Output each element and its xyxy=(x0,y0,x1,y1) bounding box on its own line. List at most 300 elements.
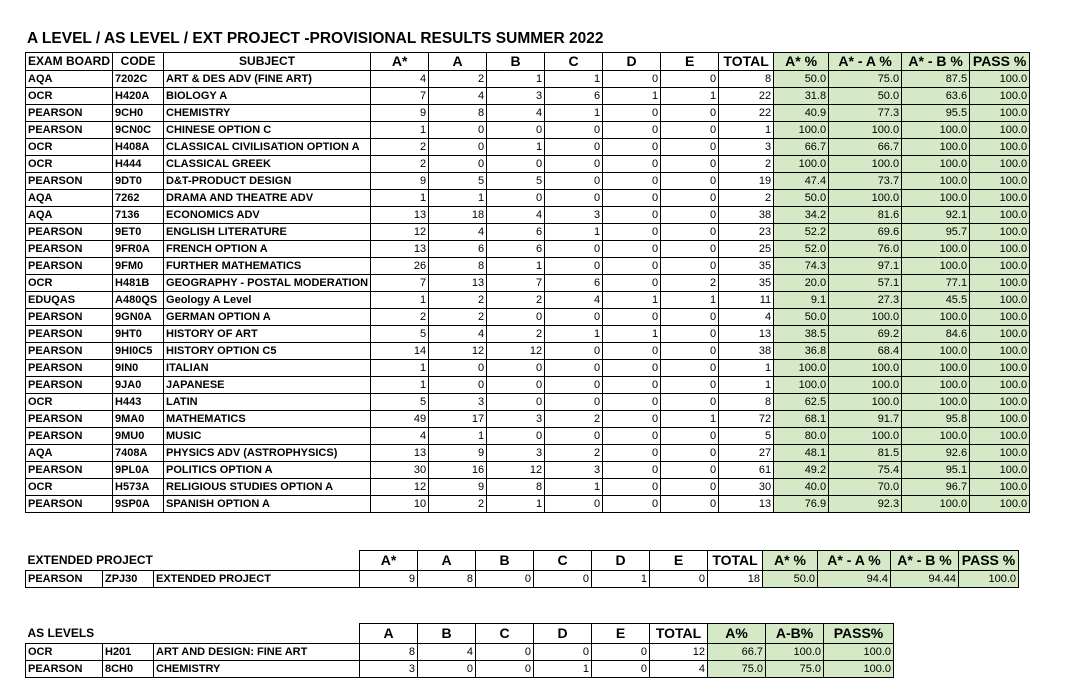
table-cell: 0 xyxy=(661,360,719,377)
column-header: E xyxy=(661,53,719,71)
table-cell: 0 xyxy=(545,394,603,411)
table-cell: 1 xyxy=(603,292,661,309)
table-cell: PEARSON xyxy=(26,462,113,479)
table-cell: 0 xyxy=(603,71,661,88)
table-cell: EXTENDED PROJECT xyxy=(154,571,360,588)
table-cell: 100.0 xyxy=(902,360,970,377)
table-cell: 100.0 xyxy=(970,88,1030,105)
column-header: A* - A % xyxy=(818,551,891,571)
table-cell: 0 xyxy=(429,360,487,377)
table-cell: 40.0 xyxy=(774,479,829,496)
table-cell: 3 xyxy=(545,462,603,479)
table-cell: 8 xyxy=(418,571,476,588)
table-cell: 100.0 xyxy=(902,394,970,411)
column-header: D xyxy=(534,624,592,644)
table-cell: OCR xyxy=(26,275,113,292)
table-cell: 66.7 xyxy=(708,644,766,661)
table-row xyxy=(26,644,894,661)
table-cell: 49 xyxy=(371,411,429,428)
column-header: A* % xyxy=(774,53,829,71)
table-cell: 1 xyxy=(545,224,603,241)
table-cell: 52.0 xyxy=(774,241,829,258)
table-cell: PEARSON xyxy=(26,224,113,241)
table-cell: 0 xyxy=(603,377,661,394)
table-cell: 9MU0 xyxy=(113,428,164,445)
table-cell: 68.4 xyxy=(829,343,902,360)
table-row xyxy=(26,139,1030,156)
table-cell: 69.2 xyxy=(829,326,902,343)
table-row xyxy=(26,224,1030,241)
table-cell: 100.0 xyxy=(824,644,894,661)
table-cell: 1 xyxy=(545,71,603,88)
table-cell: LATIN xyxy=(164,394,371,411)
table-cell: 0 xyxy=(545,343,603,360)
table-cell: 72 xyxy=(719,411,774,428)
table-cell: 0 xyxy=(487,360,545,377)
table-cell: OCR xyxy=(26,394,113,411)
table-cell: 0 xyxy=(418,661,476,678)
table-row xyxy=(26,71,1030,88)
table-cell: 13 xyxy=(371,445,429,462)
table-cell: 47.4 xyxy=(774,173,829,190)
table-cell: 100.0 xyxy=(902,343,970,360)
table-cell: 40.9 xyxy=(774,105,829,122)
table-cell: 9HI0C5 xyxy=(113,343,164,360)
table-cell: 0 xyxy=(545,241,603,258)
table-cell: 0 xyxy=(545,360,603,377)
table-cell: 30 xyxy=(371,462,429,479)
table-cell: A480QS xyxy=(113,292,164,309)
alevel-results-table xyxy=(25,52,1030,513)
column-header: B xyxy=(418,624,476,644)
table-cell: 80.0 xyxy=(774,428,829,445)
table-cell: 5 xyxy=(487,173,545,190)
table-row xyxy=(26,445,1030,462)
table-cell: 4 xyxy=(429,224,487,241)
table-cell: 0 xyxy=(487,122,545,139)
table-cell: 9.1 xyxy=(774,292,829,309)
table-cell: 3 xyxy=(719,139,774,156)
table-cell: 100.0 xyxy=(970,275,1030,292)
table-row xyxy=(26,326,1030,343)
table-cell: 22 xyxy=(719,105,774,122)
table-row xyxy=(26,173,1030,190)
table-cell: 1 xyxy=(371,122,429,139)
table-cell: H443 xyxy=(113,394,164,411)
table-cell: 12 xyxy=(371,224,429,241)
table-cell: 50.0 xyxy=(774,71,829,88)
table-cell: 0 xyxy=(429,156,487,173)
table-cell: OCR xyxy=(26,156,113,173)
table-cell: 8 xyxy=(360,644,418,661)
table-row xyxy=(26,377,1030,394)
table-cell: 0 xyxy=(661,258,719,275)
table-cell: 9 xyxy=(371,173,429,190)
table-cell: 97.1 xyxy=(829,258,902,275)
column-header: A xyxy=(418,551,476,571)
table-cell: 1 xyxy=(487,258,545,275)
table-cell: 0 xyxy=(661,190,719,207)
table-cell: 5 xyxy=(371,326,429,343)
column-header: A* - B % xyxy=(902,53,970,71)
table-cell: 4 xyxy=(650,661,708,678)
table-cell: 7262 xyxy=(113,190,164,207)
table-cell: 0 xyxy=(545,258,603,275)
table-cell: 0 xyxy=(429,377,487,394)
table-row xyxy=(26,122,1030,139)
section-label: AS LEVELS xyxy=(26,624,360,644)
table-cell: 2 xyxy=(371,309,429,326)
table-cell: 100.0 xyxy=(970,360,1030,377)
table-cell: 3 xyxy=(429,394,487,411)
table-cell: 50.0 xyxy=(763,571,818,588)
table-cell: 0 xyxy=(603,496,661,513)
table-cell: HISTORY OF ART xyxy=(164,326,371,343)
table-cell: 0 xyxy=(487,394,545,411)
table-cell: 7408A xyxy=(113,445,164,462)
table-cell: 100.0 xyxy=(970,156,1030,173)
table-cell: 0 xyxy=(487,428,545,445)
table-cell: CHINESE OPTION C xyxy=(164,122,371,139)
table-cell: 9CH0 xyxy=(113,105,164,122)
table-cell: 100.0 xyxy=(829,122,902,139)
table-cell: PEARSON xyxy=(26,309,113,326)
table-cell: 13 xyxy=(371,207,429,224)
table-row xyxy=(26,360,1030,377)
table-cell: 0 xyxy=(661,479,719,496)
table-cell: 2 xyxy=(429,309,487,326)
table-cell: CLASSICAL GREEK xyxy=(164,156,371,173)
table-cell: 0 xyxy=(661,377,719,394)
table-cell: 76.9 xyxy=(774,496,829,513)
table-cell: 2 xyxy=(487,326,545,343)
table-cell: 100.0 xyxy=(902,496,970,513)
table-cell: CLASSICAL CIVILISATION OPTION A xyxy=(164,139,371,156)
table-cell: 1 xyxy=(661,411,719,428)
table-cell: 100.0 xyxy=(970,139,1030,156)
table-cell: 1 xyxy=(371,190,429,207)
table-cell: 100.0 xyxy=(902,428,970,445)
table-cell: 49.2 xyxy=(774,462,829,479)
table-cell: 0 xyxy=(545,428,603,445)
table-cell: 0 xyxy=(487,190,545,207)
table-row xyxy=(26,156,1030,173)
table-cell: H481B xyxy=(113,275,164,292)
table-cell: 0 xyxy=(545,190,603,207)
table-cell: 0 xyxy=(603,122,661,139)
table-cell: 3 xyxy=(545,207,603,224)
table-cell: CHEMISTRY xyxy=(154,661,360,678)
column-header: B xyxy=(487,53,545,71)
table-cell: 9JA0 xyxy=(113,377,164,394)
table-cell: 35 xyxy=(719,275,774,292)
table-cell: 1 xyxy=(603,88,661,105)
table-cell: 62.5 xyxy=(774,394,829,411)
table-cell: 9DT0 xyxy=(113,173,164,190)
table-cell: PHYSICS ADV (ASTROPHYSICS) xyxy=(164,445,371,462)
table-cell: 0 xyxy=(545,496,603,513)
table-cell: 1 xyxy=(719,122,774,139)
table-cell: 12 xyxy=(487,343,545,360)
table-cell: AQA xyxy=(26,190,113,207)
table-cell: 0 xyxy=(661,445,719,462)
table-cell: 22 xyxy=(719,88,774,105)
column-header: A-B% xyxy=(766,624,824,644)
table-cell: 0 xyxy=(545,122,603,139)
table-cell: 0 xyxy=(661,207,719,224)
table-cell: 4 xyxy=(487,207,545,224)
table-cell: 2 xyxy=(487,292,545,309)
table-cell: 100.0 xyxy=(970,71,1030,88)
table-cell: 75.4 xyxy=(829,462,902,479)
table-cell: 0 xyxy=(661,139,719,156)
table-cell: 100.0 xyxy=(774,360,829,377)
table-cell: 1 xyxy=(429,428,487,445)
table-cell: 1 xyxy=(371,377,429,394)
table-cell: 2 xyxy=(371,156,429,173)
table-cell: 25 xyxy=(719,241,774,258)
table-row xyxy=(26,411,1030,428)
table-cell: 1 xyxy=(661,292,719,309)
table-header-row xyxy=(26,624,894,644)
table-cell: 1 xyxy=(371,292,429,309)
table-cell: 4 xyxy=(371,71,429,88)
table-cell: 100.0 xyxy=(970,428,1030,445)
table-cell: PEARSON xyxy=(26,173,113,190)
extended-project-table xyxy=(25,550,1019,588)
column-header: A* xyxy=(371,53,429,71)
table-cell: 0 xyxy=(545,156,603,173)
table-cell: 9PL0A xyxy=(113,462,164,479)
table-cell: 100.0 xyxy=(902,241,970,258)
table-cell: 10 xyxy=(371,496,429,513)
table-cell: 12 xyxy=(650,644,708,661)
column-header: PASS % xyxy=(970,53,1030,71)
table-cell: 1 xyxy=(661,88,719,105)
table-cell: 9SP0A xyxy=(113,496,164,513)
table-row xyxy=(26,462,1030,479)
column-header: A xyxy=(360,624,418,644)
column-header: A% xyxy=(708,624,766,644)
table-cell: 30 xyxy=(719,479,774,496)
table-cell: 69.6 xyxy=(829,224,902,241)
table-cell: 3 xyxy=(487,411,545,428)
table-cell: 4 xyxy=(418,644,476,661)
table-row xyxy=(26,309,1030,326)
table-row xyxy=(26,88,1030,105)
table-cell: 3 xyxy=(360,661,418,678)
table-cell: 100.0 xyxy=(829,428,902,445)
table-cell: 94.4 xyxy=(818,571,891,588)
table-row xyxy=(26,661,894,678)
table-row xyxy=(26,207,1030,224)
table-cell: 35 xyxy=(719,258,774,275)
table-cell: 2 xyxy=(661,275,719,292)
table-cell: 100.0 xyxy=(902,139,970,156)
table-cell: 100.0 xyxy=(970,411,1030,428)
table-cell: 13 xyxy=(429,275,487,292)
table-cell: 9FM0 xyxy=(113,258,164,275)
table-cell: POLITICS OPTION A xyxy=(164,462,371,479)
table-cell: 8 xyxy=(719,71,774,88)
table-cell: OCR xyxy=(26,644,103,661)
table-cell: BIOLOGY A xyxy=(164,88,371,105)
table-cell: 92.1 xyxy=(902,207,970,224)
table-cell: 81.6 xyxy=(829,207,902,224)
table-cell: 52.2 xyxy=(774,224,829,241)
column-header: E xyxy=(592,624,650,644)
table-cell: PEARSON xyxy=(26,496,113,513)
table-cell: 0 xyxy=(476,661,534,678)
table-cell: 2 xyxy=(371,139,429,156)
table-cell: 0 xyxy=(487,377,545,394)
table-cell: 1 xyxy=(371,360,429,377)
table-cell: 0 xyxy=(545,173,603,190)
table-cell: 11 xyxy=(719,292,774,309)
table-cell: 9 xyxy=(429,445,487,462)
table-cell: 7 xyxy=(371,88,429,105)
table-cell: 61 xyxy=(719,462,774,479)
table-header-row xyxy=(26,551,1019,571)
table-cell: 0 xyxy=(603,275,661,292)
table-cell: 38 xyxy=(719,207,774,224)
table-cell: 9GN0A xyxy=(113,309,164,326)
column-header: PASS % xyxy=(959,551,1019,571)
table-cell: H573A xyxy=(113,479,164,496)
table-cell: 4 xyxy=(719,309,774,326)
table-cell: H444 xyxy=(113,156,164,173)
table-cell: 2 xyxy=(429,292,487,309)
table-cell: 73.7 xyxy=(829,173,902,190)
table-cell: MUSIC xyxy=(164,428,371,445)
table-cell: 9HT0 xyxy=(113,326,164,343)
table-cell: OCR xyxy=(26,479,113,496)
table-cell: 100.0 xyxy=(970,496,1030,513)
table-cell: PEARSON xyxy=(26,258,113,275)
column-header: A xyxy=(429,53,487,71)
table-cell: 5 xyxy=(429,173,487,190)
table-cell: 100.0 xyxy=(970,343,1030,360)
table-cell: 100.0 xyxy=(970,258,1030,275)
table-cell: 26 xyxy=(371,258,429,275)
table-cell: 18 xyxy=(429,207,487,224)
table-cell: 0 xyxy=(534,571,592,588)
table-cell: 95.5 xyxy=(902,105,970,122)
table-row xyxy=(26,105,1030,122)
table-cell: 27 xyxy=(719,445,774,462)
table-cell: 9 xyxy=(429,479,487,496)
table-header-row xyxy=(26,53,1030,71)
column-header: PASS% xyxy=(824,624,894,644)
column-header: E xyxy=(650,551,708,571)
table-row xyxy=(26,275,1030,292)
table-cell: 9ET0 xyxy=(113,224,164,241)
table-cell: 95.7 xyxy=(902,224,970,241)
table-cell: 0 xyxy=(545,309,603,326)
table-cell: GEOGRAPHY - POSTAL MODERATION xyxy=(164,275,371,292)
table-cell: PEARSON xyxy=(26,360,113,377)
table-cell: 1 xyxy=(719,377,774,394)
table-cell: 0 xyxy=(603,428,661,445)
table-cell: 100.0 xyxy=(902,258,970,275)
table-cell: 50.0 xyxy=(829,88,902,105)
table-cell: 100.0 xyxy=(959,571,1019,588)
table-cell: 100.0 xyxy=(902,190,970,207)
table-cell: 13 xyxy=(371,241,429,258)
table-cell: 0 xyxy=(603,156,661,173)
table-cell: 1 xyxy=(487,139,545,156)
table-cell: 2 xyxy=(719,190,774,207)
table-cell: 100.0 xyxy=(829,156,902,173)
table-cell: 1 xyxy=(487,71,545,88)
table-cell: 17 xyxy=(429,411,487,428)
table-cell: 0 xyxy=(603,105,661,122)
table-cell: 0 xyxy=(603,445,661,462)
table-cell: 0 xyxy=(661,71,719,88)
table-cell: 0 xyxy=(603,190,661,207)
table-cell: 0 xyxy=(592,661,650,678)
table-cell: 14 xyxy=(371,343,429,360)
table-cell: 1 xyxy=(603,326,661,343)
table-cell: 27.3 xyxy=(829,292,902,309)
table-cell: 38.5 xyxy=(774,326,829,343)
table-cell: 1 xyxy=(545,326,603,343)
table-cell: 100.0 xyxy=(970,394,1030,411)
table-cell: GERMAN OPTION A xyxy=(164,309,371,326)
table-cell: OCR xyxy=(26,88,113,105)
table-cell: 48.1 xyxy=(774,445,829,462)
table-row xyxy=(26,292,1030,309)
table-row xyxy=(26,241,1030,258)
table-cell: 8 xyxy=(429,258,487,275)
table-cell: 0 xyxy=(603,309,661,326)
table-cell: 8 xyxy=(429,105,487,122)
table-cell: 7 xyxy=(371,275,429,292)
table-cell: 0 xyxy=(661,326,719,343)
table-cell: 7136 xyxy=(113,207,164,224)
column-header: TOTAL xyxy=(708,551,763,571)
table-cell: 0 xyxy=(661,241,719,258)
table-cell: 1 xyxy=(592,571,650,588)
table-cell: 36.8 xyxy=(774,343,829,360)
table-cell: 100.0 xyxy=(970,122,1030,139)
column-header: CODE xyxy=(113,53,164,71)
table-cell: 100.0 xyxy=(829,190,902,207)
table-cell: 77.3 xyxy=(829,105,902,122)
table-cell: 13 xyxy=(719,496,774,513)
table-cell: 6 xyxy=(545,275,603,292)
table-cell: 66.7 xyxy=(829,139,902,156)
table-cell: 0 xyxy=(603,173,661,190)
table-cell: 2 xyxy=(545,411,603,428)
table-cell: 0 xyxy=(603,258,661,275)
table-cell: 81.5 xyxy=(829,445,902,462)
table-cell: 9 xyxy=(371,105,429,122)
table-cell: 100.0 xyxy=(902,173,970,190)
table-cell: ITALIAN xyxy=(164,360,371,377)
column-header: SUBJECT xyxy=(164,53,371,71)
table-cell: 100.0 xyxy=(902,377,970,394)
table-cell: 1 xyxy=(545,479,603,496)
table-cell: PEARSON xyxy=(26,326,113,343)
table-cell: 63.6 xyxy=(902,88,970,105)
table-cell: PEARSON xyxy=(26,661,103,678)
table-cell: 100.0 xyxy=(829,394,902,411)
table-cell: 0 xyxy=(661,224,719,241)
table-cell: 0 xyxy=(476,644,534,661)
table-cell: 100.0 xyxy=(902,156,970,173)
table-cell: PEARSON xyxy=(26,122,113,139)
